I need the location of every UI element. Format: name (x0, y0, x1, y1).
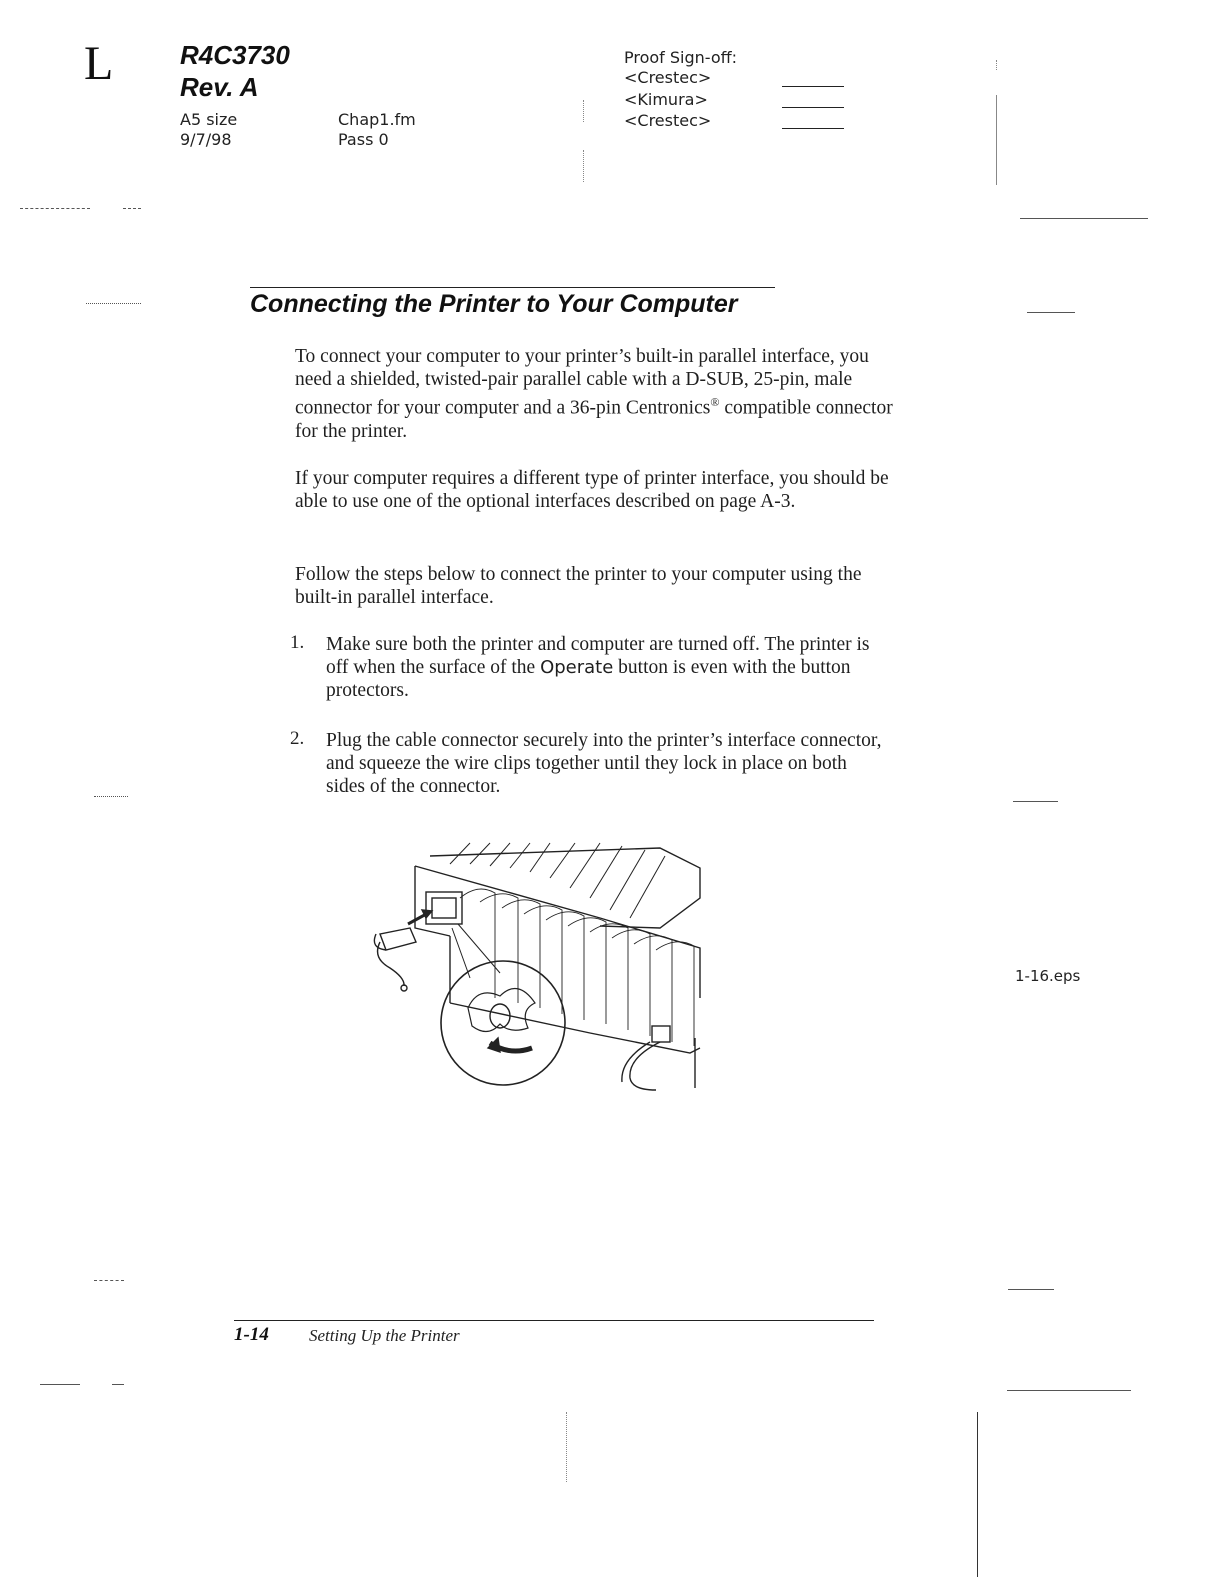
crop-mark (1008, 1289, 1054, 1290)
paragraph-text: compatible connector for the printer. (295, 397, 893, 442)
operate-button-name: Operate (540, 657, 614, 678)
crop-mark (20, 208, 90, 209)
register-mark (583, 150, 584, 182)
step-text: button is even with the button protectors. (326, 657, 851, 701)
signoff-2: <Kimura> (624, 90, 708, 109)
register-mark (566, 1412, 567, 1482)
section-title: Connecting the Printer to Your Computer (250, 290, 738, 318)
step-1 (326, 633, 886, 702)
page-size: A5 size (180, 110, 238, 129)
signoff-line-1 (782, 86, 844, 87)
model-number: R4C3730 (180, 40, 290, 70)
paragraph-optional-interfaces: If your computer requires a different type of printer interface, you should be able to use one of the optional interfaces described on page A-3. (295, 468, 889, 512)
register-mark (996, 95, 997, 185)
step-2: Plug the cable connector securely into the printer’s interface connector, and squeeze the wire clips together until they lock in place on both sides of the connector. (326, 730, 882, 797)
paragraph-cable-requirements (295, 345, 895, 443)
signoff-1: <Crestec> (624, 68, 712, 87)
crop-mark (1013, 801, 1058, 802)
paragraph-follow-steps: Follow the steps below to connect the printer to your computer using the built-in parallel interface. (295, 564, 862, 608)
registered-mark: ® (710, 395, 720, 409)
signoff-3: <Crestec> (624, 111, 712, 130)
crop-mark (1020, 218, 1148, 219)
step-number: 2. (290, 728, 305, 749)
file-name: Chap1.fm (338, 110, 416, 129)
crop-mark (1027, 312, 1075, 313)
paragraph-text: To connect your computer to your printer’s built-in parallel interface, you need a shielded, twisted-pair parallel cable with a D-SUB, 25-pin, male connector for your computer and a 36-pin Centronics (295, 346, 869, 419)
register-mark (583, 100, 584, 122)
pass-number: Pass 0 (338, 130, 389, 149)
crop-mark (94, 1280, 124, 1281)
crop-mark (86, 303, 141, 304)
printer-cable-illustration (360, 838, 705, 1093)
title-rule (250, 287, 775, 288)
date: 9/7/98 (180, 130, 232, 149)
figure-label: 1-16.eps (1015, 967, 1081, 985)
page-number: 1-14 (234, 1324, 269, 1345)
footer-rule (234, 1320, 874, 1321)
step-number: 1. (290, 632, 305, 653)
side-marker: L (84, 37, 114, 90)
signoff-line-2 (782, 107, 844, 108)
crop-mark (94, 796, 128, 797)
chapter-title: Setting Up the Printer (309, 1326, 460, 1345)
register-mark (996, 60, 997, 70)
step-text: Make sure both the printer and computer are turned off. The printer is off when the surface of the (326, 634, 870, 678)
crop-mark (123, 208, 141, 209)
revision: Rev. A (180, 72, 259, 102)
crop-mark (112, 1384, 124, 1385)
proof-signoff-label: Proof Sign-off: (624, 48, 738, 67)
register-mark (977, 1412, 978, 1577)
crop-mark (40, 1384, 80, 1385)
signoff-line-3 (782, 128, 844, 129)
crop-mark (1007, 1390, 1131, 1391)
